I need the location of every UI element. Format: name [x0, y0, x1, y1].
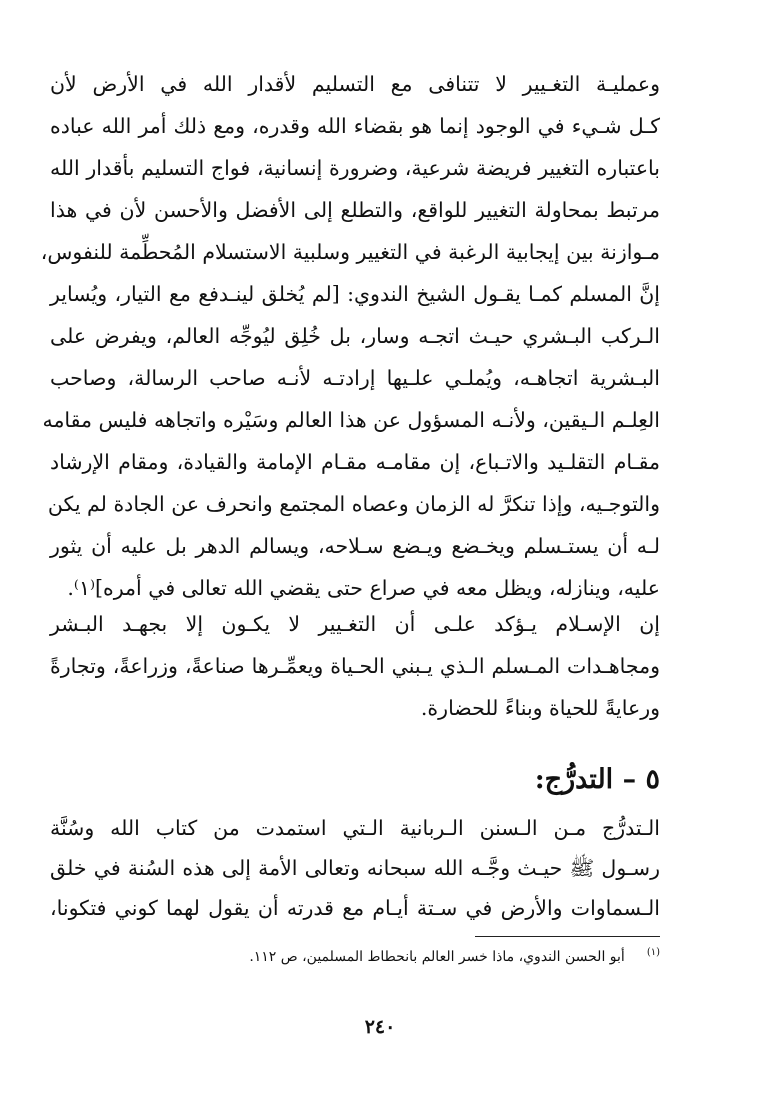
body-line: كـل شـيء في الوجود إنما هو بقضاء الله وقدره، ومع ذلك أمر الله عباده	[50, 114, 660, 138]
section-line: الـتدرُّج مـن الـسنن الـربانية الـتي استمدت من كتاب الله وسُنَّة	[50, 816, 660, 840]
section-heading: ٥ – التدرُّج:	[534, 764, 660, 795]
footnote-text: أبو الحسن الندوي، ماذا خسر العالم بانحطاط المسلمين، ص ١١٢.	[249, 949, 625, 965]
footnote-marker: (١)	[646, 947, 660, 959]
body-line: لـه أن يستـسلم ويخـضع ويـضع سـلاحه، ويسالم الدهر بل عليه أن يثور	[50, 534, 660, 558]
body-line: مقـام التقلـيد والاتـباع، إن مقامـه مقـام الإمامة والقيادة، ومقام الإرشاد	[50, 450, 660, 474]
body-line: ومجاهـدات المـسلم الـذي يـبني الحـياة ويعمِّـرها صناعةً، وزراعةً، وتجارةً	[50, 654, 660, 678]
footnote	[50, 944, 660, 970]
body-line: مـوازنة بين إيجابية الرغبة في التغيير وسلبية الاستسلام المُحطِّمة للنفوس،	[40, 240, 660, 264]
body-line: باعتباره التغيير فريضة شرعية، وضرورة إنسانية، فواج التسليم بأقدار الله	[50, 156, 660, 180]
body-line: عليه، وينازله، ويظل معه في صراع حتى يقضي الله تعالى في أمره]⁽١⁾.	[67, 576, 660, 600]
body-line: إنَّ المسلم كمـا يقـول الشيخ الندوي: [لم يُخلق لينـدفع مع التيار، ويُساير	[50, 282, 660, 306]
body-line: والتوجـيه، وإذا تنكرَّ له الزمان وعصاه المجتمع وانحرف عن الجادة لم يكن	[47, 492, 660, 516]
body-line: البـشرية اتجاهـه، ويُملـي علـيها إرادتـه لأنـه صاحب الرسالة، وصاحب	[50, 366, 660, 390]
footnote-separator	[475, 936, 660, 937]
body-line: مرتبط بمحاولة التغيير للواقع، والتطلع إلى الأفضل والأحسن لأن في هذا	[50, 198, 660, 222]
section-line: رسـول ﷺ حيـث وجَّـه الله سبحانه وتعالى الأمة إلى هذه السُنة في خلق	[50, 856, 660, 880]
body-line: وعمليـة التغـيير لا تتنافى مع التسليم لأقدار الله في الأرض لأن	[50, 72, 660, 96]
section-line: الـسماوات والأرض في سـتة أيـام مع قدرته أن يقول لهما كوني فتكونا،	[50, 896, 660, 920]
body-line: إن الإسـلام يـؤكد علـى أن التغـيير لا يكـون إلا بجهـد البـشر	[50, 612, 660, 636]
body-line: ورعايةً للحياة وبناءً للحضارة.	[420, 696, 660, 720]
body-line: العِلـم الـيقين، ولأنـه المسؤول عن هذا العالم وسَيْره واتجاهه فليس مقامه	[42, 408, 660, 432]
body-line: الـركب البـشري حيـث اتجـه وسار، بل خُلِق ليُوجِّه العالم، ويفرض على	[50, 324, 660, 348]
page-number: ٢٤٠	[364, 1016, 396, 1038]
